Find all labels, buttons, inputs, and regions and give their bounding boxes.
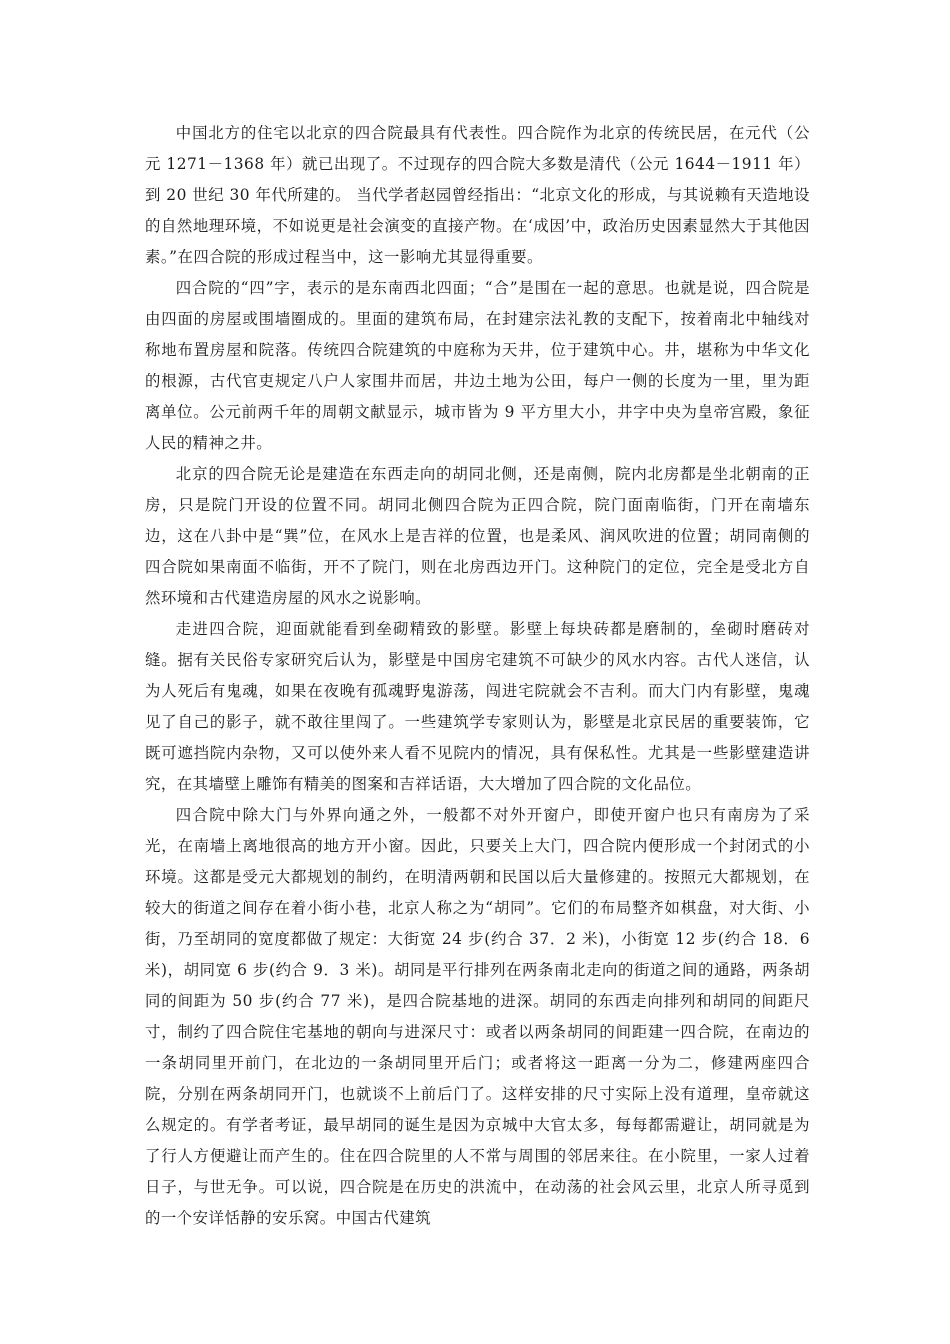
- paragraph: 走进四合院，迎面就能看到垒砌精致的影壁。影壁上每块砖都是磨制的，垒砌时磨砖对缝。据有关民俗专家研究后认为，影壁是中国房宅建筑不可缺少的风水内容。古代人迷信，认为人死后有鬼魂，如果在夜晚有孤魂野鬼游荡，闯进宅院就会不吉利。而大门内有影壁，鬼魂见了自己的影子，就不敢往里闯了。一些建筑学专家则认为，影壁是北京民居的重要装饰，它既可遮挡院内杂物，又可以使外来人看不见院内的情况，具有保私性。尤其是一些影壁建造讲究，在其墙壁上雕饰有精美的图案和吉祥话语，大大增加了四合院的文化品位。: [145, 620, 810, 793]
- paragraph: 中国北方的住宅以北京的四合院最具有代表性。四合院作为北京的传统民居，在元代（公元 1271－1368 年）就已出现了。不过现存的四合院大多数是清代（公元 1644－1911 年）到 20 世纪 30 年代所建的。 当代学者赵园曾经指出：“北京文化的形成，与其说赖有天造地设的自然地理环境，不如说更是社会演变的直接产物。在‘成因’中，政治历史因素显然大于其他因素。”在四合院的形成过程当中，这一影响尤其显得重要。: [145, 124, 810, 266]
- paragraph: 四合院的“四”字，表示的是东南西北四面；“合”是围在一起的意思。也就是说，四合院是由四面的房屋或围墙圈成的。里面的建筑布局，在封建宗法礼教的支配下，按着南北中轴线对称地布置房屋和院落。传统四合院建筑的中庭称为天井，位于建筑中心。井，堪称为中华文化的根源，古代官吏规定八户人家围井而居，井边土地为公田，每户一侧的长度为一里，里为距离单位。公元前两千年的周朝文献显示，城市皆为 9 平方里大小，井字中央为皇帝宫殿，象征人民的精神之井。: [145, 279, 810, 452]
- document-body: [145, 118, 810, 1234]
- paragraph: 北京的四合院无论是建造在东西走向的胡同北侧，还是南侧，院内北房都是坐北朝南的正房，只是院门开设的位置不同。胡同北侧四合院为正四合院，院门面南临街，门开在南墙东边，这在八卦中是“巽”位，在风水上是吉祥的位置，也是柔风、润风吹进的位置；胡同南侧的四合院如果南面不临街，开不了院门，则在北房西边开门。这种院门的定位，完全是受北方自然环境和古代建造房屋的风水之说影响。: [145, 465, 810, 607]
- paragraph: 四合院中除大门与外界向通之外，一般都不对外开窗户，即使开窗户也只有南房为了采光，在南墙上离地很高的地方开小窗。因此，只要关上大门，四合院内便形成一个封闭式的小环境。这都是受元大都规划的制约，在明清两朝和民国以后大量修建的。按照元大都规划，在较大的街道之间存在着小街小巷，北京人称之为“胡同”。它们的布局整齐如棋盘，对大街、小街，乃至胡同的宽度都做了规定：大街宽 24 步(约合 37．2 米)，小街宽 12 步(约合 18．6 米)，胡同宽 6 步(约合 9．3 米)。胡同是平行排列在两条南北走向的街道之间的通路，两条胡同的间距为 50 步(约合 77 米)，是四合院基地的进深。胡同的东西走向排列和胡同的间距尺寸，制约了四合院住宅基地的朝向与进深尺寸：或者以两条胡同的间距建一四合院，在南边的一条胡同里开前门，在北边的一条胡同里开后门；或者将这一距离一分为二，修建两座四合院，分别在两条胡同开门，也就谈不上前后门了。这样安排的尺寸实际上没有道理，皇帝就这么规定的。有学者考证，最早胡同的诞生是因为京城中大官太多，每每都需避让，胡同就是为了行人方便避让而产生的。住在四合院里的人不常与周围的邻居来往。在小院里，一家人过着日子，与世无争。可以说，四合院是在历史的洪流中，在动荡的社会风云里，北京人所寻觅到的一个安详恬静的安乐窝。中国古代建筑: [145, 806, 810, 1227]
